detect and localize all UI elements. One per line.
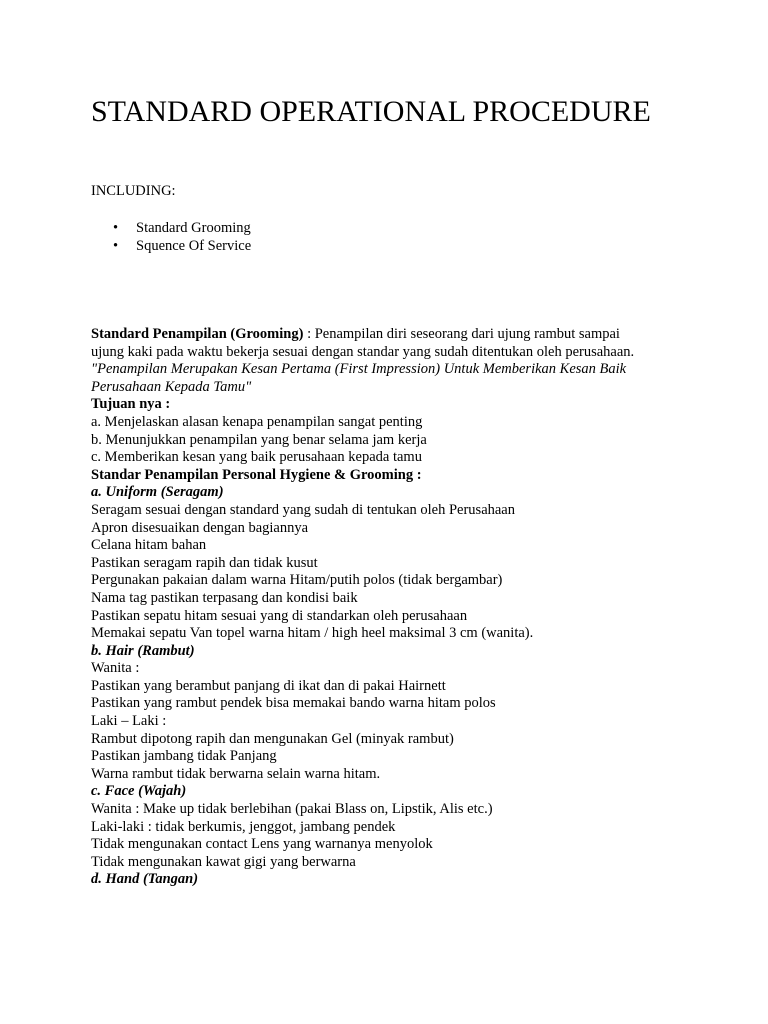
tujuan-item: b. Menunjukkan penampilan yang benar selama jam kerja	[91, 431, 427, 448]
hand-heading: d. Hand (Tangan)	[91, 871, 199, 888]
list-item-text: Standard Grooming	[136, 220, 251, 236]
uniform-item: Pergunakan pakaian dalam warna Hitam/putih polos (tidak bergambar)	[91, 572, 503, 589]
intro-quote-1: "Penampilan Merupakan Kesan Pertama (First Impression) Untuk Memberikan Kesan Baik	[91, 361, 627, 378]
list-item	[91, 219, 251, 237]
hair-item: Rambut dipotong rapih dan mengunakan Gel (minyak rambut)	[91, 730, 454, 747]
intro-line-1	[91, 326, 671, 344]
uniform-heading: a. Uniform (Seragam)	[91, 484, 224, 501]
uniform-item: Seragam sesuai dengan standard yang sudah di tentukan oleh Perusahaan	[91, 501, 515, 518]
face-item: Tidak mengunakan kawat gigi yang berwarna	[91, 853, 356, 870]
tujuan-heading: Tujuan nya :	[91, 396, 171, 413]
uniform-item: Nama tag pastikan terpasang dan kondisi baik	[91, 589, 358, 606]
uniform-item: Pastikan sepatu hitam sesuai yang di standarkan oleh perusahaan	[91, 607, 468, 624]
including-label: INCLUDING:	[91, 183, 176, 199]
list-item	[91, 237, 251, 255]
face-item: Tidak mengunakan contact Lens yang warnanya menyolok	[91, 836, 433, 853]
standar-heading: Standar Penampilan Personal Hygiene & Grooming :	[91, 466, 422, 483]
face-item: Wanita : Make up tidak berlebihan (pakai Blass on, Lipstik, Alis etc.)	[91, 801, 493, 818]
hair-item: Warna rambut tidak berwarna selain warna hitam.	[91, 765, 381, 782]
uniform-item: Pastikan seragam rapih dan tidak kusut	[91, 554, 318, 571]
hair-item: Pastikan yang berambut panjang di ikat dan di pakai Hairnett	[91, 677, 446, 694]
document-title: STANDARD OPERATIONAL PROCEDURE	[91, 95, 651, 128]
hair-item: Pastikan jambang tidak Panjang	[91, 748, 277, 765]
intro-quote-2: Perusahaan Kepada Tamu"	[91, 378, 252, 395]
document-body	[91, 326, 671, 889]
face-item: Laki-laki : tidak berkumis, jenggot, jambang pendek	[91, 818, 396, 835]
grooming-heading: Standard Penampilan (Grooming)	[91, 326, 304, 342]
hair-item: Wanita :	[91, 660, 140, 677]
uniform-item: Memakai sepatu Van topel warna hitam / high heel maksimal 3 cm (wanita).	[91, 625, 534, 642]
hair-heading: b. Hair (Rambut)	[91, 642, 195, 659]
uniform-item: Celana hitam bahan	[91, 537, 207, 554]
uniform-item: Apron disesuaikan dengan bagiannya	[91, 519, 309, 536]
face-heading: c. Face (Wajah)	[91, 783, 187, 800]
intro-text-1: : Penampilan diri seseorang dari ujung rambut sampai	[303, 326, 620, 342]
tujuan-item: c. Memberikan kesan yang baik perusahaan kepada tamu	[91, 449, 422, 466]
tujuan-item: a. Menjelaskan alasan kenapa penampilan sangat penting	[91, 413, 423, 430]
hair-item: Laki – Laki :	[91, 713, 167, 730]
list-item-text: Squence Of Service	[136, 238, 252, 254]
including-list	[91, 219, 251, 255]
intro-text-2: ujung kaki pada waktu bekerja sesuai dengan standar yang sudah ditentukan oleh perusahaan.	[91, 343, 635, 360]
hair-item: Pastikan yang rambut pendek bisa memakai bando warna hitam polos	[91, 695, 496, 712]
bullet-icon: •	[113, 220, 119, 236]
bullet-icon: •	[113, 238, 119, 254]
